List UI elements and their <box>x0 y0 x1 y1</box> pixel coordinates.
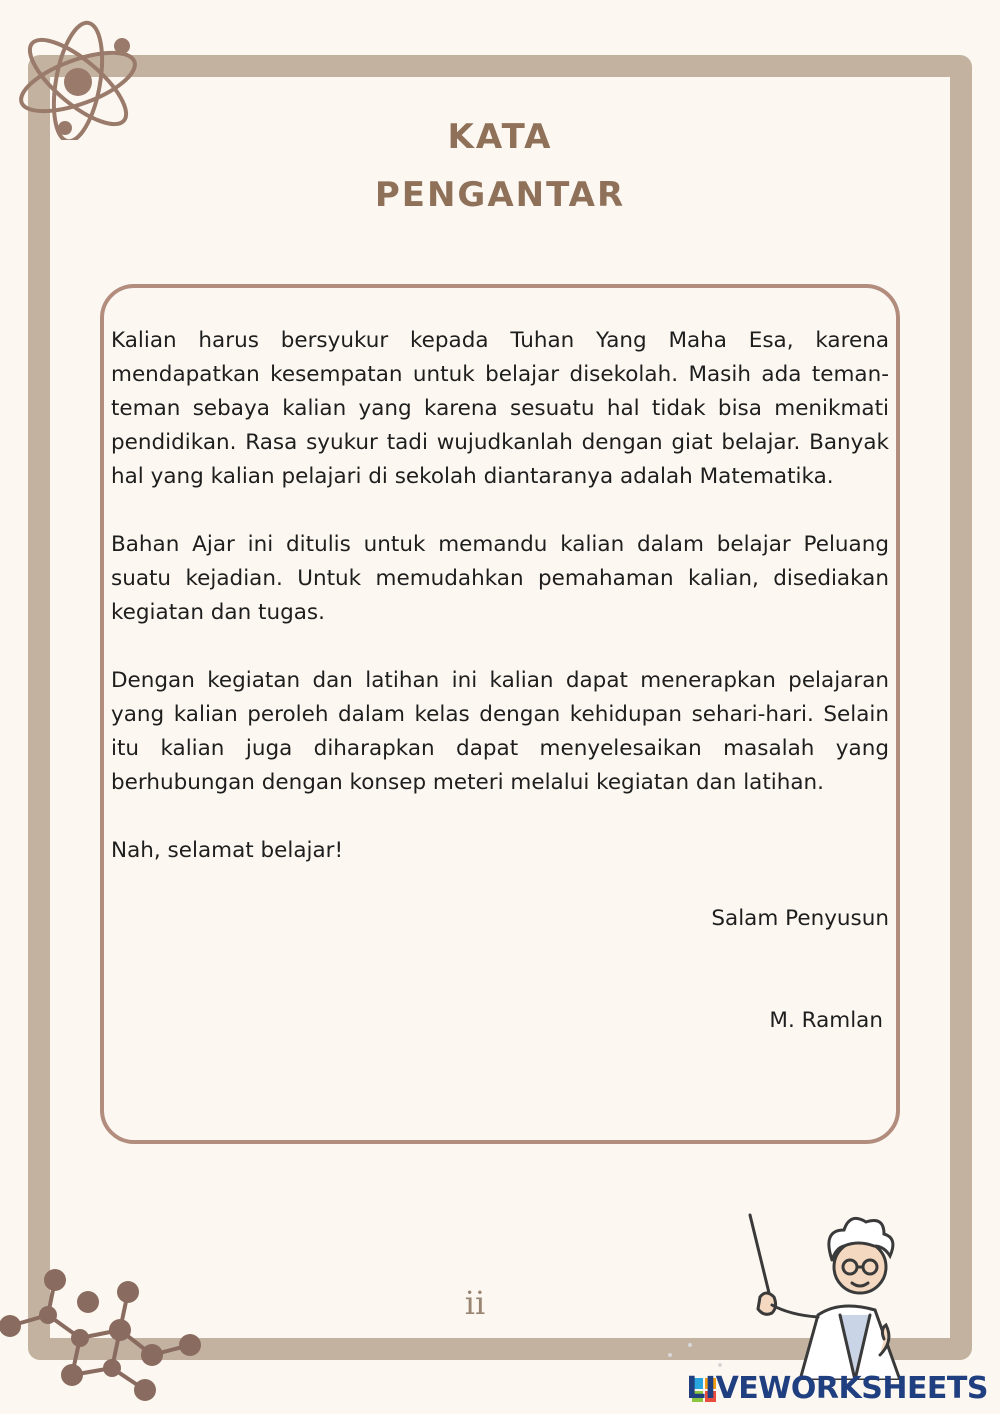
title-line-1: KATA <box>447 117 553 157</box>
body-text <box>111 324 889 1038</box>
liveworksheets-watermark[interactable]: LIVEWORKSHEETS <box>686 1371 988 1406</box>
professor-illustration <box>650 1205 980 1380</box>
signature-greeting: Salam Penyusun <box>711 906 889 931</box>
page-title <box>0 108 1000 224</box>
paragraph-2: Bahan Ajar ini ditulis untuk memandu kalian dalam belajar Peluang suatu kejadian. Untuk memudahkan pemahaman kalian, disediakan kegiatan dan tugas. <box>111 532 889 625</box>
title-line-2: PENGANTAR <box>374 175 626 215</box>
paragraph-1: Kalian harus bersyukur kepada Tuhan Yang Maha Esa, karena mendapatkan kesempatan untuk belajar disekolah. Masih ada teman-teman sebaya kalian yang karena sesuatu hal tidak bisa menikmati pendidikan. Rasa syukur tadi wujudkanlah dengan giat belajar. Banyak hal yang kalian pelajari di sekolah diantaranya adalah Matematika. <box>111 328 889 489</box>
molecule-icon <box>0 1260 220 1410</box>
paragraph-4: Nah, selamat belajar! <box>111 838 344 863</box>
paragraph-3: Dengan kegiatan dan latihan ini kalian dapat menerapkan pelajaran yang kalian peroleh dalam kelas dengan kehidupan sehari-hari. Selain itu kalian juga diharapkan dapat menyelesaikan masalah yang berhubungan dengan konsep meteri melalui kegiatan dan latihan. <box>111 668 889 795</box>
signature-name: M. Ramlan <box>769 1008 883 1033</box>
page-number: ii <box>464 1284 486 1322</box>
